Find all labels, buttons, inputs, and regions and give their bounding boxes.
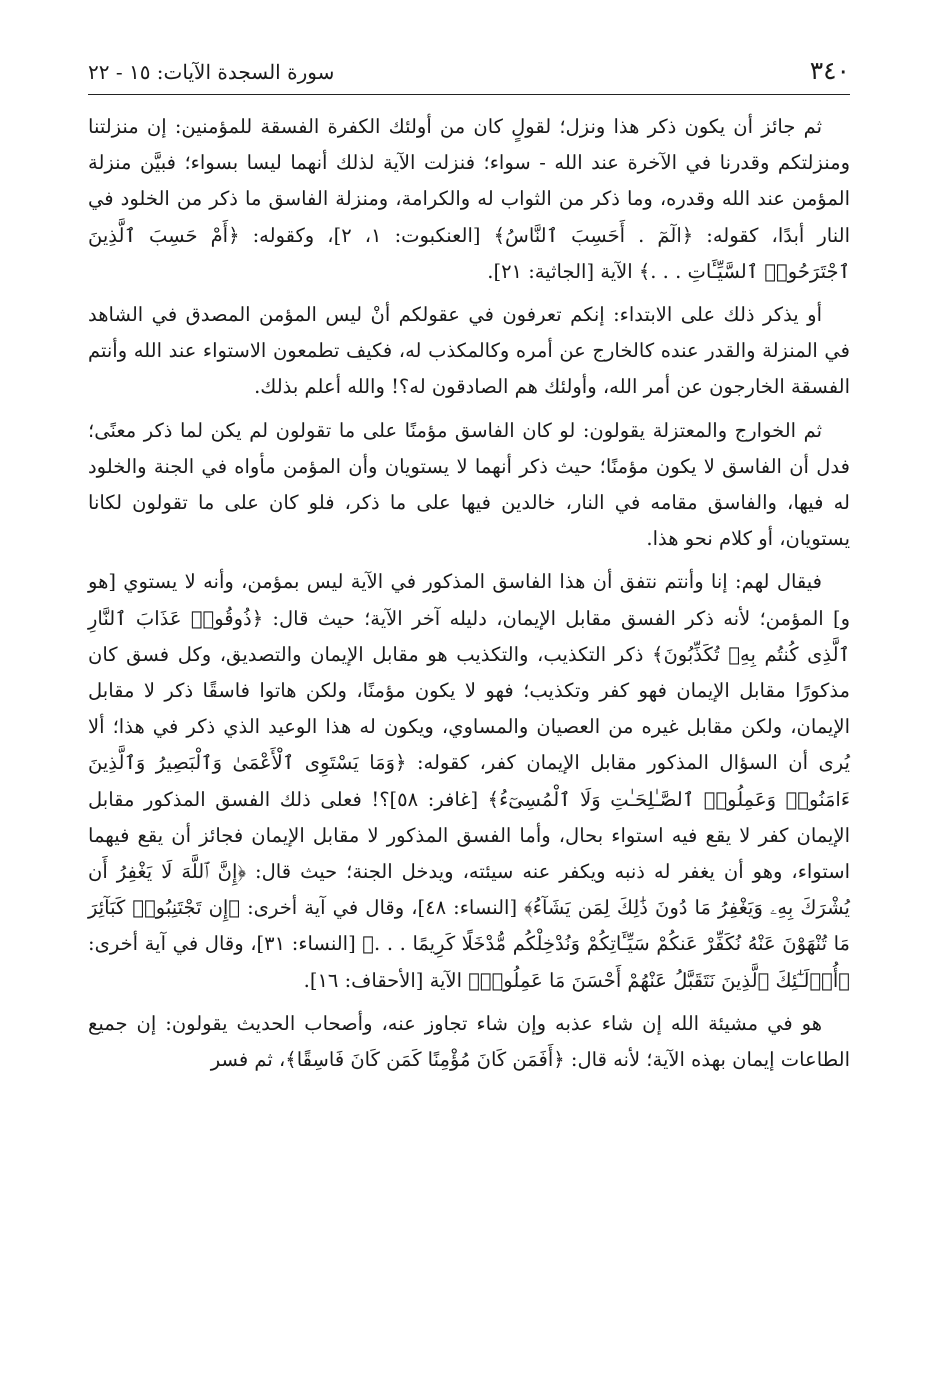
body-text [88,109,850,1078]
page-header [88,52,850,95]
paragraph: فيقال لهم: إنا وأنتم نتفق أن هذا الفاسق المذكور في الآية ليس بمؤمن، وأنه لا يستوي [هو و] المؤمن؛ لأنه ذكر الفسق مقابل الإيمان، دليله آخر الآية؛ حيث قال: ﴿ذُوقُوا۟ عَذَابَ ٱلنَّارِ ٱلَّذِى كُنتُم بِهِۦ تُكَذِّبُونَ﴾ ذكر التكذيب، والتكذيب هو مقابل الإيمان والتصديق، وكل فسق كان مذكورًا مقابل الإيمان فهو كفر وتكذيب؛ فهو لا يكون مؤمنًا، ولكن هاتوا فاسقًا ذكر لا مقابل الإيمان، ولكن مقابل غيره من العصيان والمساوي، ويكون له هذا الوعيد الذي ذكر في هذا؛ ألا يُرى أن السؤال المذكور مقابل الإيمان كفر، كقوله: ﴿وَمَا يَسْتَوِى ٱلْأَعْمَىٰ وَٱلْبَصِيرُ وَٱلَّذِينَ ءَامَنُوا۟ وَعَمِلُوا۟ ٱلصَّـٰلِحَـٰتِ وَلَا ٱلْمُسِىٓءُ﴾ [غافر: ٥٨]؟! فعلى ذلك الفسق المذكور مقابل الإيمان كفر لا يقع فيه استواء بحال، وأما الفسق المذكور لا مقابل الإيمان فجائز أن يقع فيهما استواء، وهو أن يغفر له ذنبه ويكفر عنه سيئته، ويدخل الجنة؛ حيث قال: ﴿إِنَّ ٱللَّهَ لَا يَغْفِرُ أَن يُشْرَكَ بِهِۦ وَيَغْفِرُ مَا دُونَ ذَٰلِكَ لِمَن يَشَآءُ﴾ [النساء: ٤٨]، وقال في آية أخرى: ﴿إِن تَجْتَنِبُوا۟ كَبَآئِرَ مَا تُنْهَوْنَ عَنْهُ نُكَفِّرْ عَنكُمْ سَيِّـَٔاتِكُمْ وَنُدْخِلْكُم مُّدْخَلًا كَرِيمًا . . .﴾ [النساء: ٣١]، وقال في آية أخرى: ﴿أُو۟لَـٰٓئِكَ ٱلَّذِينَ نَتَقَبَّلُ عَنْهُمْ أَحْسَنَ مَا عَمِلُوا۟﴾ الآية [الأحقاف: ١٦]. [88,570,850,992]
book-page [88,52,850,1352]
paragraph: ثم الخوارج والمعتزلة يقولون: لو كان الفاسق مؤمنًا على ما تقولون لم يكن لما ذكر معنًى؛ فدل أن الفاسق لا يكون مؤمنًا؛ حيث ذكر أنهما لا يستويان وأن المؤمن مأواه في الجنة والخلود له فيها، والفاسق مقامه في النار، خالدين فيها على ما ذكر، فلو كان على ما تقولون لكانا يستويان، أو كلام نحو هذا. [88,418,850,551]
page-number: ٣٤٠ [809,56,850,85]
paragraph: ثم جائز أن يكون ذكر هذا ونزل؛ لقولٍ كان من أولئك الكفرة الفسقة للمؤمنين: إن منزلتنا ومنزلتكم وقدرنا في الآخرة عند الله - سواء؛ فنزلت الآية لذلك أنهما ليسا بسواء؛ فبيَّن منزلة المؤمن عند الله وقدره، وما ذكر من الثواب له والكرامة، ومنزلة الفاسق ما ذكر من الخلود في النار أبدًا، كقوله: ﴿الٓمٓ . أَحَسِبَ ٱلنَّاسُ﴾ [العنكبوت: ١، ٢]، وكقوله: ﴿أَمْ حَسِبَ ٱلَّذِينَ ٱجْتَرَحُوا۟ ٱلسَّيِّـَٔاتِ . . .﴾ الآية [الجاثية: ٢١]. [88,115,850,283]
paragraph: هو في مشيئة الله إن شاء عذبه وإن شاء تجاوز عنه، وأصحاب الحديث يقولون: إن جميع الطاعات إيمان بهذه الآية؛ لأنه قال: ﴿أَفَمَن كَانَ مُؤْمِنًا كَمَن كَانَ فَاسِقًا﴾، ثم فسر [88,1011,850,1072]
running-title: سورة السجدة الآيات: ١٥ - ٢٢ [88,60,335,84]
paragraph: أو يذكر ذلك على الابتداء: إنكم تعرفون في عقولكم أنْ ليس المؤمن المصدق في الشاهد في المنزلة والقدر عنده كالخارج عن أمره وكالمكذب له، فكيف تطمعون الاستواء عند الله وأنتم الفسقة الخارجون عن أمر الله، وأولئك هم الصادقون له؟! والله أعلم بذلك. [88,303,850,399]
